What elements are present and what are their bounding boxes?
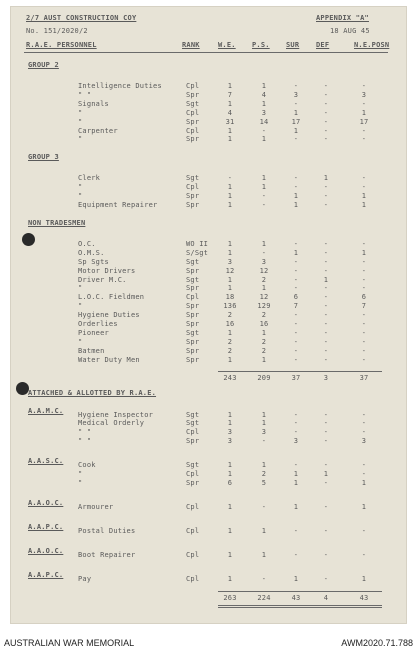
row-sur: - bbox=[293, 410, 299, 419]
row-we: 1 bbox=[227, 461, 233, 470]
row-ps: 1 bbox=[261, 239, 267, 248]
grand-total-double-rule-1 bbox=[218, 605, 382, 606]
row-def: - bbox=[323, 574, 329, 583]
row-sur: - bbox=[293, 461, 299, 470]
row-rank: Cpl bbox=[186, 470, 200, 478]
row-trade: Motor Drivers bbox=[78, 266, 136, 275]
grand-total-we: 263 bbox=[223, 594, 237, 603]
subtotal-posn: 37 bbox=[359, 373, 369, 382]
row-posn: 1 bbox=[361, 502, 367, 511]
row-rank: Cpl bbox=[186, 428, 200, 437]
row-rank: Spr bbox=[186, 266, 200, 275]
row-rank: Spr bbox=[186, 320, 200, 328]
document-page bbox=[10, 6, 407, 624]
row-rank: Spr bbox=[186, 90, 200, 99]
row-we: 12 bbox=[225, 266, 235, 275]
row-trade: Equipment Repairer bbox=[78, 201, 158, 209]
row-sur: - bbox=[293, 337, 299, 346]
row-posn: - bbox=[361, 284, 367, 293]
row-sur: - bbox=[293, 311, 299, 320]
row-def: - bbox=[323, 183, 329, 192]
row-def: - bbox=[323, 108, 329, 117]
row-we: 1 bbox=[227, 328, 233, 337]
row-ps: 1 bbox=[261, 526, 267, 535]
grand-total-posn: 43 bbox=[359, 594, 369, 603]
row-sur: - bbox=[293, 526, 299, 535]
corps-label: A.A.P.C. bbox=[28, 570, 64, 579]
row-sur: 7 bbox=[293, 302, 299, 311]
footer-institution: AUSTRALIAN WAR MEMORIAL bbox=[4, 638, 135, 648]
row-def: 1 bbox=[323, 174, 329, 183]
row-sur: - bbox=[293, 550, 299, 559]
row-trade: Postal Duties bbox=[78, 526, 136, 535]
row-ps: 3 bbox=[261, 257, 267, 266]
row-ps: 1 bbox=[261, 135, 267, 144]
row-trade: " bbox=[78, 302, 83, 311]
row-ps: 3 bbox=[261, 108, 267, 117]
row-posn: 1 bbox=[361, 478, 367, 487]
row-trade: " " bbox=[78, 428, 92, 437]
row-def: - bbox=[323, 248, 329, 257]
row-posn: 3 bbox=[361, 437, 367, 446]
row-sur: - bbox=[293, 284, 299, 293]
row-trade: " " bbox=[78, 437, 92, 446]
row-def: - bbox=[323, 311, 329, 320]
column-header-3: SUR bbox=[286, 41, 300, 49]
row-def: - bbox=[323, 346, 329, 355]
row-def: - bbox=[323, 526, 329, 535]
row-posn: - bbox=[361, 135, 367, 144]
row-trade: Pioneer bbox=[78, 328, 109, 337]
row-trade: " bbox=[78, 337, 83, 346]
row-def: - bbox=[323, 428, 329, 437]
row-we: 1 bbox=[227, 526, 233, 535]
row-posn: - bbox=[361, 183, 367, 192]
row-we: 1 bbox=[227, 126, 233, 135]
row-ps: 1 bbox=[261, 183, 267, 192]
row-sur: - bbox=[293, 82, 299, 90]
row-posn: 1 bbox=[361, 248, 367, 257]
row-sur: 1 bbox=[293, 248, 299, 257]
row-we: 7 bbox=[227, 90, 233, 99]
group-title: NON TRADESMEN bbox=[28, 218, 86, 227]
row-rank: Cpl bbox=[186, 183, 200, 192]
row-def: - bbox=[323, 337, 329, 346]
row-we: 1 bbox=[227, 135, 233, 144]
footer-bar bbox=[0, 635, 417, 653]
row-sur: - bbox=[293, 328, 299, 337]
row-sur: - bbox=[293, 99, 299, 108]
row-sur: - bbox=[293, 135, 299, 144]
row-posn: 6 bbox=[361, 293, 367, 302]
row-ps: 1 bbox=[261, 410, 267, 419]
row-def: - bbox=[323, 266, 329, 275]
row-rank: Sgt bbox=[186, 461, 200, 470]
row-trade: Water Duty Men bbox=[78, 355, 140, 364]
row-rank: Sgt bbox=[186, 257, 200, 266]
row-sur: - bbox=[293, 266, 299, 275]
row-def: - bbox=[323, 284, 329, 293]
row-posn: - bbox=[361, 174, 367, 183]
row-trade: O.M.S. bbox=[78, 248, 105, 257]
row-sur: 3 bbox=[293, 437, 299, 446]
row-sur: 1 bbox=[293, 470, 299, 478]
row-def: 1 bbox=[323, 275, 329, 284]
grand-total-double-rule-2 bbox=[218, 607, 382, 608]
subtotal-ps: 209 bbox=[257, 373, 271, 382]
row-we: 6 bbox=[227, 478, 233, 487]
row-trade: Pay bbox=[78, 574, 92, 583]
row-def: - bbox=[323, 90, 329, 99]
row-ps: 1 bbox=[261, 419, 267, 428]
row-sur: 1 bbox=[293, 574, 299, 583]
row-sur: - bbox=[293, 346, 299, 355]
row-posn: 1 bbox=[361, 192, 367, 201]
row-def: - bbox=[323, 135, 329, 144]
row-ps: - bbox=[261, 201, 267, 209]
row-rank: Sgt bbox=[186, 275, 200, 284]
row-ps: - bbox=[261, 502, 267, 511]
row-ps: - bbox=[261, 437, 267, 446]
row-trade: O.C. bbox=[78, 239, 96, 248]
row-we: 1 bbox=[227, 99, 233, 108]
row-posn: 7 bbox=[361, 302, 367, 311]
row-rank: Cpl bbox=[186, 526, 200, 535]
row-ps: 1 bbox=[261, 550, 267, 559]
row-trade: Signals bbox=[78, 99, 109, 108]
row-posn: 1 bbox=[361, 201, 367, 209]
row-we: 1 bbox=[227, 239, 233, 248]
row-def: - bbox=[323, 320, 329, 328]
row-rank: Sgt bbox=[186, 328, 200, 337]
row-posn: - bbox=[361, 257, 367, 266]
row-def: - bbox=[323, 437, 329, 446]
row-rank: Cpl bbox=[186, 108, 200, 117]
row-posn: - bbox=[361, 526, 367, 535]
row-ps: 2 bbox=[261, 311, 267, 320]
subtotal-sur: 37 bbox=[291, 373, 301, 382]
row-rank: Cpl bbox=[186, 574, 200, 583]
row-rank: Spr bbox=[186, 284, 200, 293]
row-we: 1 bbox=[227, 192, 233, 201]
row-trade: " bbox=[78, 284, 83, 293]
row-def: - bbox=[323, 410, 329, 419]
row-posn: - bbox=[361, 470, 367, 478]
row-rank: WO II bbox=[186, 239, 209, 248]
row-sur: - bbox=[293, 428, 299, 437]
row-we: 4 bbox=[227, 108, 233, 117]
row-trade: Orderlies bbox=[78, 320, 118, 328]
row-posn: 1 bbox=[361, 108, 367, 117]
column-header-0: RANK bbox=[182, 41, 200, 49]
row-we: 2 bbox=[227, 337, 233, 346]
row-rank: Spr bbox=[186, 346, 200, 355]
row-def: - bbox=[323, 461, 329, 470]
row-posn: - bbox=[361, 337, 367, 346]
row-def: - bbox=[323, 502, 329, 511]
row-ps: 12 bbox=[259, 293, 269, 302]
row-trade: Boot Repairer bbox=[78, 550, 136, 559]
row-posn: - bbox=[361, 320, 367, 328]
row-ps: 1 bbox=[261, 461, 267, 470]
document-date: 18 AUG 45 bbox=[330, 27, 370, 35]
row-sur: 1 bbox=[293, 108, 299, 117]
row-we: 1 bbox=[227, 284, 233, 293]
row-trade: Sp Sgts bbox=[78, 257, 109, 266]
row-ps: 16 bbox=[259, 320, 269, 328]
row-we: 3 bbox=[227, 428, 233, 437]
row-posn: - bbox=[361, 419, 367, 428]
row-def: - bbox=[323, 239, 329, 248]
row-rank: Spr bbox=[186, 355, 200, 364]
row-we: 1 bbox=[227, 470, 233, 478]
row-trade: " bbox=[78, 108, 83, 117]
row-ps: 2 bbox=[261, 470, 267, 478]
row-rank: Spr bbox=[186, 192, 200, 201]
row-def: - bbox=[323, 82, 329, 90]
row-trade: Clerk bbox=[78, 174, 101, 183]
row-posn: - bbox=[361, 328, 367, 337]
row-posn: - bbox=[361, 346, 367, 355]
row-we: 1 bbox=[227, 82, 233, 90]
row-ps: 14 bbox=[259, 117, 269, 126]
row-ps: 5 bbox=[261, 478, 267, 487]
row-def: - bbox=[323, 419, 329, 428]
corps-label: A.A.P.C. bbox=[28, 522, 64, 531]
row-ps: 3 bbox=[261, 428, 267, 437]
appendix-label: APPENDIX "A" bbox=[316, 14, 369, 22]
row-trade: Armourer bbox=[78, 502, 114, 511]
row-we: 1 bbox=[227, 410, 233, 419]
section-title: R.A.E. PERSONNEL bbox=[26, 41, 97, 49]
row-trade: " bbox=[78, 478, 83, 487]
row-we: 1 bbox=[227, 275, 233, 284]
column-header-1: W.E. bbox=[218, 41, 236, 49]
row-rank: Spr bbox=[186, 337, 200, 346]
row-ps: 2 bbox=[261, 275, 267, 284]
row-rank: Sgt bbox=[186, 419, 200, 428]
corps-label: A.A.O.C. bbox=[28, 546, 64, 555]
row-posn: - bbox=[361, 275, 367, 284]
group-title: GROUP 3 bbox=[28, 153, 59, 162]
row-rank: Cpl bbox=[186, 293, 200, 302]
row-posn: - bbox=[361, 239, 367, 248]
column-header-5: N.E.POSN bbox=[354, 41, 390, 49]
row-posn: 17 bbox=[359, 117, 369, 126]
row-rank: Spr bbox=[186, 478, 200, 487]
grand-total-rule bbox=[218, 591, 382, 592]
row-trade: " bbox=[78, 135, 83, 144]
row-trade: L.O.C. Fieldmen bbox=[78, 293, 145, 302]
row-rank: Cpl bbox=[186, 126, 200, 135]
row-ps: - bbox=[261, 574, 267, 583]
row-ps: 1 bbox=[261, 328, 267, 337]
row-we: 31 bbox=[225, 117, 235, 126]
row-trade: Carpenter bbox=[78, 126, 118, 135]
punch-hole-top bbox=[22, 233, 35, 246]
row-sur: 3 bbox=[293, 90, 299, 99]
row-we: 1 bbox=[227, 183, 233, 192]
row-def: - bbox=[323, 117, 329, 126]
row-trade: " bbox=[78, 470, 83, 478]
row-ps: - bbox=[261, 248, 267, 257]
row-posn: 1 bbox=[361, 574, 367, 583]
row-def: - bbox=[323, 328, 329, 337]
row-ps: 2 bbox=[261, 337, 267, 346]
row-sur: - bbox=[293, 257, 299, 266]
row-trade: " bbox=[78, 183, 83, 192]
group-title: GROUP 2 bbox=[28, 61, 59, 69]
row-def: - bbox=[323, 550, 329, 559]
row-rank: Cpl bbox=[186, 82, 200, 90]
grand-total-def: 4 bbox=[323, 594, 329, 603]
row-rank: Sgt bbox=[186, 410, 200, 419]
row-we: 18 bbox=[225, 293, 235, 302]
row-we: - bbox=[227, 174, 233, 183]
row-sur: - bbox=[293, 174, 299, 183]
corps-label: A.A.M.C. bbox=[28, 406, 64, 415]
row-trade: " " bbox=[78, 90, 92, 99]
row-posn: - bbox=[361, 550, 367, 559]
row-trade: Cook bbox=[78, 461, 96, 470]
row-ps: 129 bbox=[257, 302, 271, 311]
row-sur: - bbox=[293, 183, 299, 192]
row-posn: - bbox=[361, 461, 367, 470]
row-posn: - bbox=[361, 311, 367, 320]
row-sur: - bbox=[293, 355, 299, 364]
row-def: - bbox=[323, 355, 329, 364]
column-header-2: P.S. bbox=[252, 41, 270, 49]
row-ps: - bbox=[261, 192, 267, 201]
row-rank: Spr bbox=[186, 311, 200, 320]
row-posn: 3 bbox=[361, 90, 367, 99]
row-sur: - bbox=[293, 419, 299, 428]
row-we: 1 bbox=[227, 201, 233, 209]
row-ps: - bbox=[261, 126, 267, 135]
row-trade: Driver M.C. bbox=[78, 275, 127, 284]
row-sur: 1 bbox=[293, 478, 299, 487]
row-we: 1 bbox=[227, 502, 233, 511]
row-sur: 1 bbox=[293, 192, 299, 201]
grand-total-ps: 224 bbox=[257, 594, 271, 603]
row-rank: Sgt bbox=[186, 99, 200, 108]
row-rank: Cpl bbox=[186, 550, 200, 559]
row-trade: Hygiene Duties bbox=[78, 311, 140, 320]
row-we: 2 bbox=[227, 311, 233, 320]
unit-name: 2/7 AUST CONSTRUCTION COY bbox=[26, 14, 137, 22]
subtotal-def: 3 bbox=[323, 373, 329, 382]
row-def: - bbox=[323, 201, 329, 209]
row-sur: - bbox=[293, 320, 299, 328]
row-posn: - bbox=[361, 266, 367, 275]
row-sur: 17 bbox=[291, 117, 301, 126]
row-we: 1 bbox=[227, 550, 233, 559]
grand-total-sur: 43 bbox=[291, 594, 301, 603]
row-sur: - bbox=[293, 239, 299, 248]
row-ps: 2 bbox=[261, 346, 267, 355]
row-def: - bbox=[323, 99, 329, 108]
row-rank: Spr bbox=[186, 117, 200, 126]
row-trade: Hygiene Inspector bbox=[78, 410, 154, 419]
row-sur: 1 bbox=[293, 502, 299, 511]
row-sur: 1 bbox=[293, 201, 299, 209]
row-posn: - bbox=[361, 126, 367, 135]
footer-accession-number: AWM2020.71.788 bbox=[341, 638, 413, 648]
row-we: 3 bbox=[227, 257, 233, 266]
row-rank: Spr bbox=[186, 302, 200, 311]
row-posn: - bbox=[361, 355, 367, 364]
row-def: 1 bbox=[323, 470, 329, 478]
row-ps: 1 bbox=[261, 174, 267, 183]
row-posn: - bbox=[361, 428, 367, 437]
row-trade: " bbox=[78, 117, 83, 126]
row-ps: 1 bbox=[261, 355, 267, 364]
row-sur: 1 bbox=[293, 126, 299, 135]
column-header-4: DEF bbox=[316, 41, 330, 49]
attached-title: ATTACHED & ALLOTTED BY R.A.E. bbox=[28, 388, 157, 397]
subtotal-rule bbox=[218, 371, 382, 372]
row-we: 1 bbox=[227, 574, 233, 583]
row-we: 2 bbox=[227, 346, 233, 355]
row-we: 1 bbox=[227, 419, 233, 428]
row-posn: - bbox=[361, 410, 367, 419]
header-underline bbox=[24, 52, 388, 53]
row-def: - bbox=[323, 192, 329, 201]
corps-label: A.A.O.C. bbox=[28, 498, 64, 507]
row-def: - bbox=[323, 293, 329, 302]
reference-number: No. 151/2020/2 bbox=[26, 27, 88, 35]
row-rank: Sgt bbox=[186, 174, 200, 183]
row-def: - bbox=[323, 478, 329, 487]
row-we: 1 bbox=[227, 355, 233, 364]
row-rank: Cpl bbox=[186, 502, 200, 511]
row-posn: - bbox=[361, 99, 367, 108]
row-rank: S/Sgt bbox=[186, 248, 209, 257]
row-def: - bbox=[323, 302, 329, 311]
row-trade: Intelligence Duties bbox=[78, 82, 162, 90]
row-rank: Spr bbox=[186, 437, 200, 446]
row-ps: 1 bbox=[261, 99, 267, 108]
row-def: - bbox=[323, 126, 329, 135]
corps-label: A.A.S.C. bbox=[28, 457, 64, 466]
row-ps: 1 bbox=[261, 82, 267, 90]
row-trade: Medical Orderly bbox=[78, 419, 145, 428]
row-trade: " bbox=[78, 192, 83, 201]
row-we: 136 bbox=[223, 302, 237, 311]
row-def: - bbox=[323, 257, 329, 266]
row-ps: 12 bbox=[259, 266, 269, 275]
row-sur: - bbox=[293, 275, 299, 284]
subtotal-we: 243 bbox=[223, 373, 237, 382]
row-ps: 1 bbox=[261, 284, 267, 293]
row-rank: Spr bbox=[186, 135, 200, 144]
row-rank: Spr bbox=[186, 201, 200, 209]
row-posn: - bbox=[361, 82, 367, 90]
row-sur: 6 bbox=[293, 293, 299, 302]
row-we: 1 bbox=[227, 248, 233, 257]
row-we: 16 bbox=[225, 320, 235, 328]
row-we: 3 bbox=[227, 437, 233, 446]
row-trade: Batmen bbox=[78, 346, 105, 355]
row-ps: 4 bbox=[261, 90, 267, 99]
